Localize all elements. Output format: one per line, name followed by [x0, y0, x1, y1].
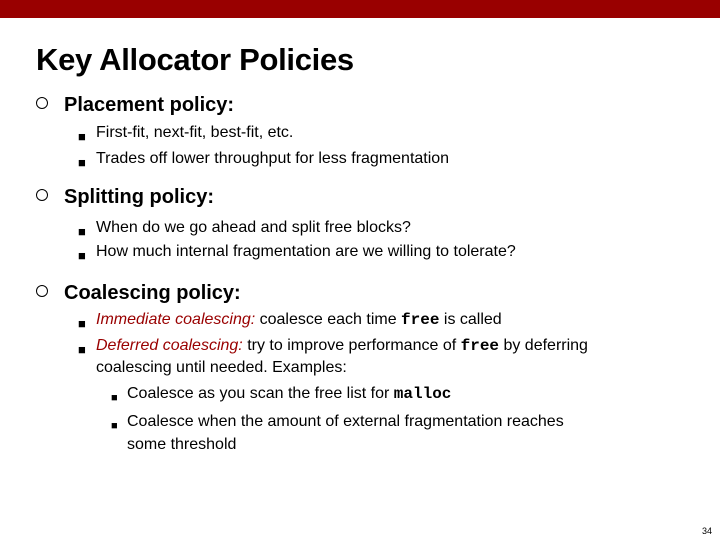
slide-title: Key Allocator Policies — [36, 42, 354, 77]
section-heading: Splitting policy: — [64, 186, 214, 208]
square-bullet-icon: ■ — [78, 342, 86, 357]
square-bullet-icon: ■ — [78, 155, 86, 170]
square-bullet-icon: ■ — [78, 316, 86, 331]
square-bullet-icon: ■ — [111, 392, 118, 404]
square-bullet-icon: ■ — [78, 129, 86, 144]
circle-bullet-icon — [36, 285, 48, 297]
circle-bullet-icon — [36, 97, 48, 109]
square-bullet-icon: ■ — [78, 224, 86, 239]
page-number: 34 — [701, 526, 712, 536]
section-heading: Placement policy: — [64, 94, 235, 116]
circle-bullet-icon — [36, 189, 48, 201]
section-heading: Coalescing policy: — [64, 282, 241, 304]
square-bullet-icon: ■ — [78, 248, 86, 263]
top-accent-bar — [0, 0, 720, 18]
square-bullet-icon: ■ — [111, 420, 118, 432]
